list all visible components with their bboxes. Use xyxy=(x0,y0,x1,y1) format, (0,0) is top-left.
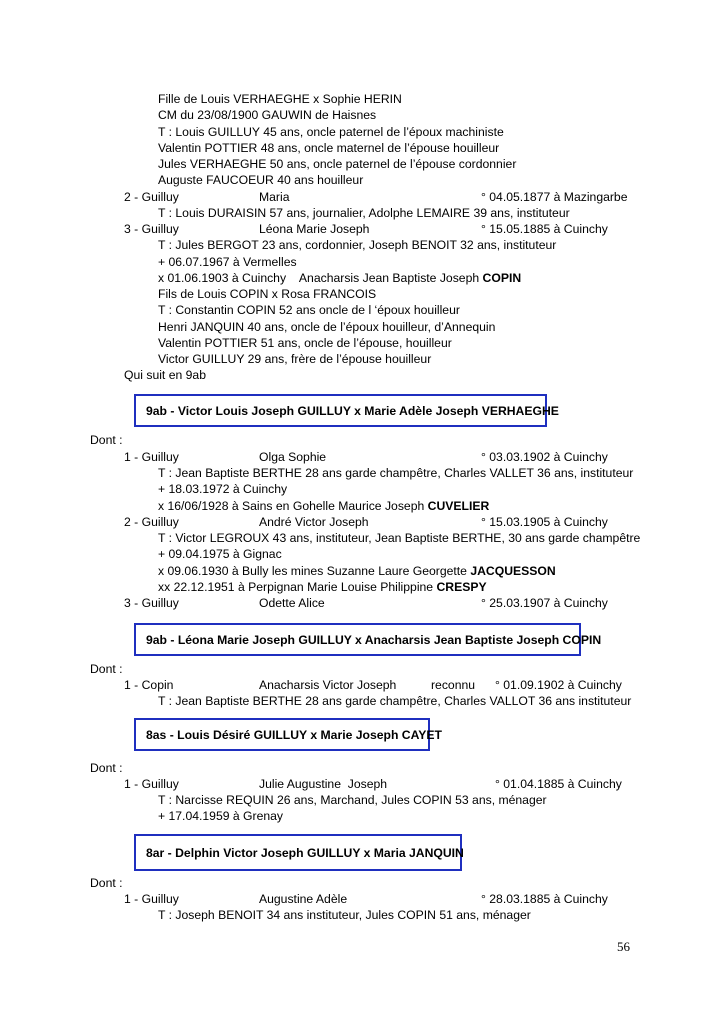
text-line: Victor GUILLUY 29 ans, frère de l’épouse houilleur xyxy=(158,352,432,366)
text-line: Fils de Louis COPIN x Rosa FRANCOIS xyxy=(158,287,377,301)
text-line: T : Jean Baptiste BERTHE 28 ans garde champêtre, Charles VALLOT 36 ans instituteur xyxy=(158,694,632,708)
dont-label: Dont : xyxy=(90,433,123,447)
child-prefix: 3 - Guilluy xyxy=(124,222,179,236)
text-line: T : Narcisse REQUIN 26 ans, Marchand, Jules COPIN 53 ans, ménager xyxy=(158,793,547,807)
spouse-surname: CUVELIER xyxy=(427,499,490,513)
text-line: Valentin POTTIER 51 ans, oncle de l’épouse, houilleur xyxy=(158,336,452,350)
text-line: Jules VERHAEGHE 50 ans, oncle paternel de l’épouse cordonnier xyxy=(158,157,517,171)
dont-label: Dont : xyxy=(90,761,123,775)
child-prefix: 2 - Guilluy xyxy=(124,190,179,204)
dont-label: Dont : xyxy=(90,876,123,890)
family-header: 9ab - Victor Louis Joseph GUILLUY x Marie Adèle Joseph VERHAEGHE xyxy=(134,394,547,427)
text-line: Henri JANQUIN 40 ans, oncle de l’époux houilleur, d’Annequin xyxy=(158,320,496,334)
child-name: Odette Alice xyxy=(259,596,325,610)
text-line: T : Victor LEGROUX 43 ans, instituteur, Jean Baptiste BERTHE, 30 ans garde champêtre xyxy=(158,531,641,545)
dont-label: Dont : xyxy=(90,662,123,676)
child-name: André Victor Joseph xyxy=(259,515,369,529)
marriage-line xyxy=(158,563,556,579)
child-birth-date: ° 03.03.1902 à Cuinchy xyxy=(481,450,608,464)
marriage-line xyxy=(158,579,487,595)
text-line: T : Joseph BENOIT 34 ans instituteur, Jules COPIN 51 ans, ménager xyxy=(158,908,531,922)
child-birth-date: ° 01.09.1902 à Cuinchy xyxy=(495,678,622,692)
spouse-surname: COPIN xyxy=(482,271,522,285)
text-line: T : Louis DURAISIN 57 ans, journalier, Adolphe LEMAIRE 39 ans, instituteur xyxy=(158,206,570,220)
spouse-surname: CRESPY xyxy=(436,580,487,594)
child-name: Julie Augustine Joseph xyxy=(259,777,388,791)
child-prefix: 3 - Guilluy xyxy=(124,596,179,610)
text-line: + 09.04.1975 à Gignac xyxy=(158,547,282,561)
marriage-text: x 16/06/1928 à Sains en Gohelle Maurice Joseph xyxy=(158,499,428,513)
text-line: + 17.04.1959 à Grenay xyxy=(158,809,284,823)
child-birth-date: ° 25.03.1907 à Cuinchy xyxy=(481,596,608,610)
child-prefix: 1 - Guilluy xyxy=(124,892,179,906)
child-name: Augustine Adèle xyxy=(259,892,348,906)
child-prefix: 1 - Guilluy xyxy=(124,777,179,791)
family-header: 8as - Louis Désiré GUILLUY x Marie Joseph CAYET xyxy=(134,718,430,751)
text-line: CM du 23/08/1900 GAUWIN de Haisnes xyxy=(158,108,377,122)
text-line: + 18.03.1972 à Cuinchy xyxy=(158,482,288,496)
marriage-text: x 09.06.1930 à Bully les mines Suzanne Laure Georgette xyxy=(158,564,471,578)
marriage-line xyxy=(158,270,521,286)
followup-note: Qui suit en 9ab xyxy=(124,368,206,382)
marriage-text: x 01.06.1903 à Cuinchy Anacharsis Jean Baptiste Joseph xyxy=(158,271,483,285)
child-note: reconnu xyxy=(431,678,476,692)
child-prefix: 2 - Guilluy xyxy=(124,515,179,529)
child-birth-date: ° 15.05.1885 à Cuinchy xyxy=(481,222,608,236)
text-line: T : Jean Baptiste BERTHE 28 ans garde champêtre, Charles VALLET 36 ans, instituteur xyxy=(158,466,634,480)
family-header: 8ar - Delphin Victor Joseph GUILLUY x Maria JANQUIN xyxy=(134,834,462,871)
child-name: Léona Marie Joseph xyxy=(259,222,370,236)
text-line: Fille de Louis VERHAEGHE x Sophie HERIN xyxy=(158,92,402,106)
marriage-text: xx 22.12.1951 à Perpignan Marie Louise Philippine xyxy=(158,580,437,594)
text-line: T : Louis GUILLUY 45 ans, oncle paternel de l’époux machiniste xyxy=(158,125,504,139)
family-header: 9ab - Léona Marie Joseph GUILLUY x Anacharsis Jean Baptiste Joseph COPIN xyxy=(134,623,581,656)
child-prefix: 1 - Copin xyxy=(124,678,174,692)
marriage-line xyxy=(158,498,489,514)
text-line: + 06.07.1967 à Vermelles xyxy=(158,255,297,269)
child-birth-date: ° 28.03.1885 à Cuinchy xyxy=(481,892,608,906)
child-birth-date: ° 04.05.1877 à Mazingarbe xyxy=(481,190,628,204)
text-line: Valentin POTTIER 48 ans, oncle maternel de l’épouse houilleur xyxy=(158,141,500,155)
text-line: T : Constantin COPIN 52 ans oncle de l ‘époux houilleur xyxy=(158,303,460,317)
text-line: T : Jules BERGOT 23 ans, cordonnier, Joseph BENOIT 32 ans, instituteur xyxy=(158,238,557,252)
spouse-surname: JACQUESSON xyxy=(470,564,556,578)
text-line: Auguste FAUCOEUR 40 ans houilleur xyxy=(158,173,364,187)
child-birth-date: ° 15.03.1905 à Cuinchy xyxy=(481,515,608,529)
page-number: 56 xyxy=(617,939,630,954)
child-prefix: 1 - Guilluy xyxy=(124,450,179,464)
child-birth-date: ° 01.04.1885 à Cuinchy xyxy=(495,777,622,791)
child-name: Olga Sophie xyxy=(259,450,327,464)
child-name: Anacharsis Victor Joseph xyxy=(259,678,397,692)
child-name: Maria xyxy=(259,190,290,204)
